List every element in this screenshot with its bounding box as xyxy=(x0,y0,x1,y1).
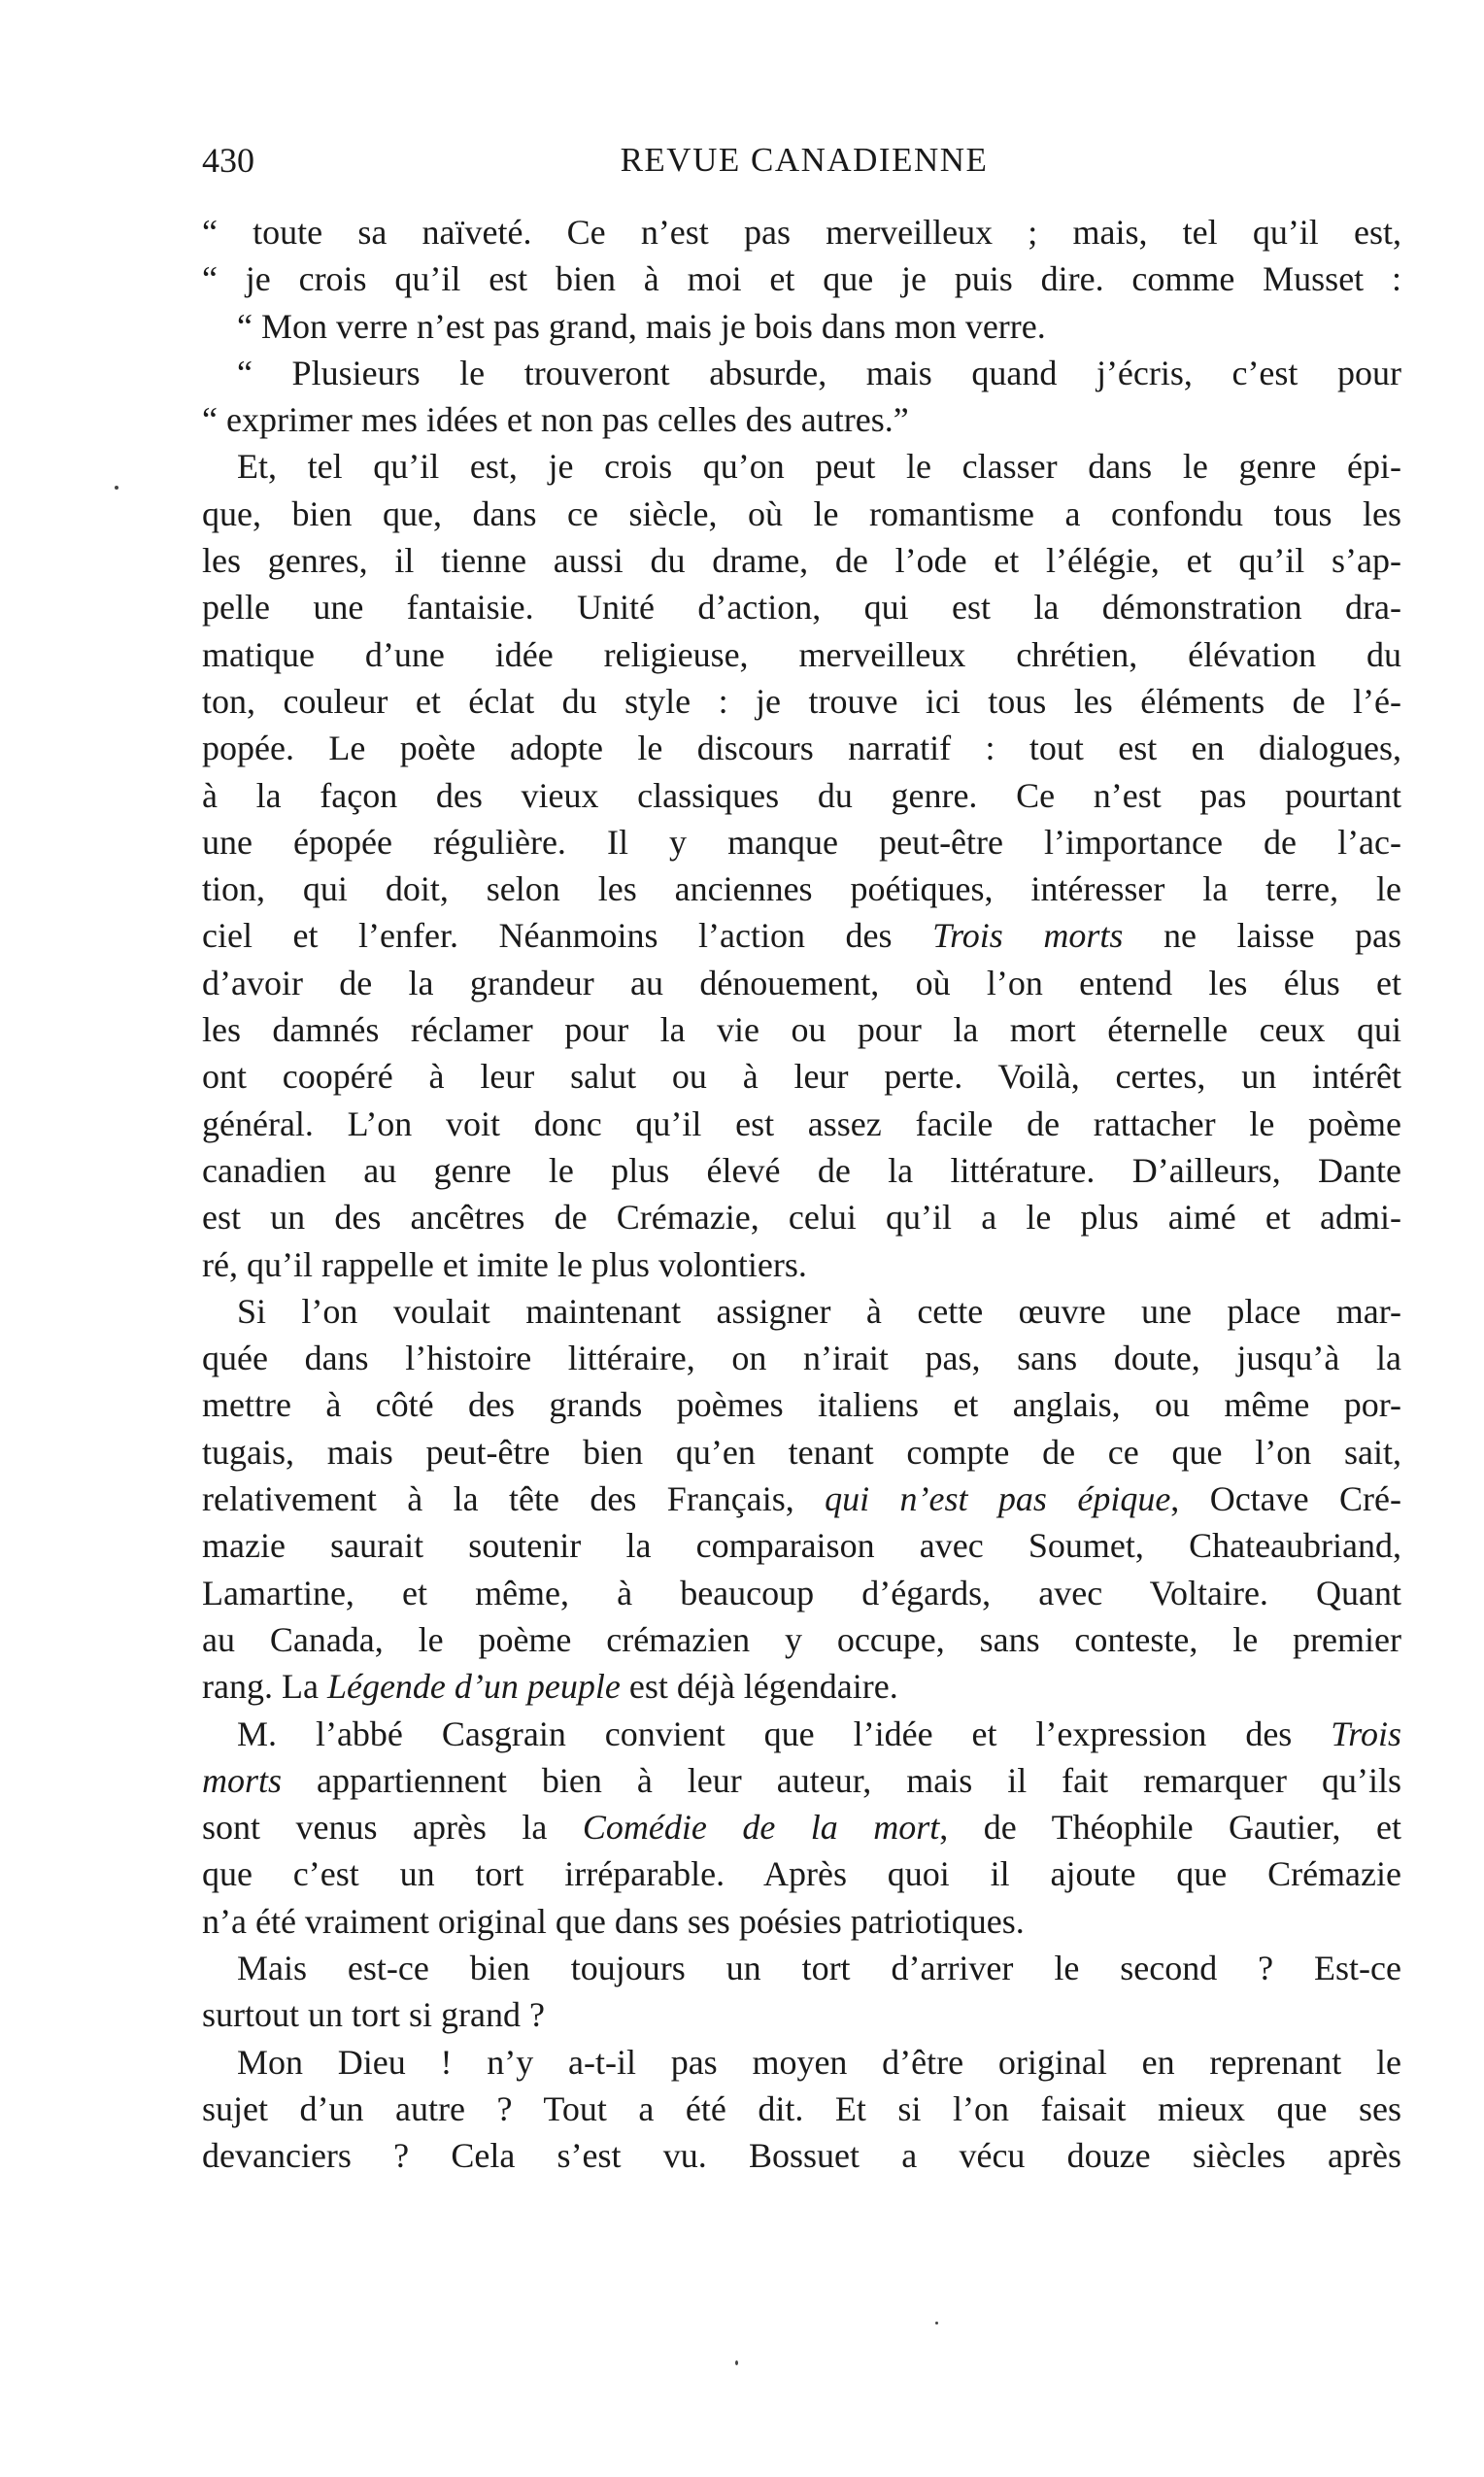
text-line: “ exprimer mes idées et non pas celles des autres.” xyxy=(202,400,909,440)
text-line: Mais est-ce bien toujours un tort d’arriver le second ? Est-ce xyxy=(237,1948,1401,1987)
text-line: les damnés réclamer pour la vie ou pour la mort éternelle ceux qui xyxy=(202,1010,1401,1050)
text-line: tugais, mais peut-être bien qu’en tenant compte de ce que l’on sait, xyxy=(202,1432,1401,1472)
text-line: général. L’on voit donc qu’il est assez facile de rattacher le poème xyxy=(202,1103,1401,1143)
print-speck xyxy=(935,2322,938,2324)
print-speck xyxy=(115,486,118,490)
text-line: “ je crois qu’il est bien à moi et que je puis dire. comme Musset : xyxy=(202,259,1401,299)
text-line: Si l’on voulait maintenant assigner à cette œuvre une place mar- xyxy=(237,1291,1401,1331)
text-line: mettre à côté des grands poèmes italiens et anglais, ou même por- xyxy=(202,1385,1401,1425)
text-line: sujet d’un autre ? Tout a été dit. Et si l’on faisait mieux que ses xyxy=(202,2088,1401,2128)
page-header xyxy=(202,136,1406,185)
text-line: “ toute sa naïveté. Ce n’est pas merveilleux ; mais, tel qu’il est, xyxy=(202,213,1401,252)
text-line: ont coopéré à leur salut ou à leur perte. Voilà, certes, un intérêt xyxy=(202,1057,1401,1097)
text-line: tion, qui doit, selon les anciennes poétiques, intéresser la terre, le xyxy=(202,869,1401,909)
text-line: M. l’abbé Casgrain convient que l’idée et l’expression des Trois xyxy=(237,1714,1401,1753)
text-line: Mon Dieu ! n’y a-t-il pas moyen d’être original en reprenant le xyxy=(237,2042,1401,2082)
text-line: surtout un tort si grand ? xyxy=(202,1995,545,2035)
text-line: canadien au genre le plus élevé de la littérature. D’ailleurs, Dante xyxy=(202,1150,1401,1190)
body-text xyxy=(202,209,1401,2179)
text-line: rang. La Légende d’un peuple est déjà légendaire. xyxy=(202,1667,898,1707)
text-line: sont venus après la Comédie de la mort, de Théophile Gautier, et xyxy=(202,1808,1401,1848)
text-line: ré, qu’il rappelle et imite le plus volontiers. xyxy=(202,1244,807,1284)
text-line: pelle une fantaisie. Unité d’action, qui est la démonstration dra- xyxy=(202,588,1401,628)
running-title: REVUE CANADIENNE xyxy=(620,141,989,179)
text-line: Et, tel qu’il est, je crois qu’on peut le classer dans le genre épi- xyxy=(237,447,1401,487)
text-line: matique d’une idée religieuse, merveilleux chrétien, élévation du xyxy=(202,634,1401,674)
text-line: que, bien que, dans ce siècle, où le romantisme a confondu tous les xyxy=(202,493,1401,533)
text-line: “ Plusieurs le trouveront absurde, mais quand j’écris, c’est pour xyxy=(237,353,1401,392)
text-line: ciel et l’enfer. Néanmoins l’action des Trois morts ne laisse pas xyxy=(202,916,1401,956)
text-line: au Canada, le poème crémazien y occupe, sans conteste, le premier xyxy=(202,1619,1401,1659)
text-line: est un des ancêtres de Crémazie, celui qu’il a le plus aimé et admi- xyxy=(202,1198,1401,1238)
text-line: les genres, il tienne aussi du drame, de l’ode et l’élégie, et qu’il s’ap- xyxy=(202,541,1401,581)
text-line: à la façon des vieux classiques du genre. Ce n’est pas pourtant xyxy=(202,775,1401,815)
text-line: ton, couleur et éclat du style : je trouve ici tous les éléments de l’é- xyxy=(202,681,1401,721)
text-line: d’avoir de la grandeur au dénouement, où l’on entend les élus et xyxy=(202,963,1401,1002)
text-line: n’a été vraiment original que dans ses poésies patriotiques. xyxy=(202,1901,1025,1941)
text-line: que c’est un tort irréparable. Après quoi il ajoute que Crémazie xyxy=(202,1854,1401,1894)
text-line: devanciers ? Cela s’est vu. Bossuet a vécu douze siècles après xyxy=(202,2136,1401,2176)
text-line: morts appartiennent bien à leur auteur, mais il fait remarquer qu’ils xyxy=(202,1760,1401,1800)
text-line: quée dans l’histoire littéraire, on n’irait pas, sans doute, jusqu’à la xyxy=(202,1339,1401,1378)
text-line: une épopée régulière. Il y manque peut-être l’importance de l’ac- xyxy=(202,822,1401,862)
text-line: “ Mon verre n’est pas grand, mais je bois dans mon verre. xyxy=(237,306,1046,346)
text-line: mazie saurait soutenir la comparaison avec Soumet, Chateaubriand, xyxy=(202,1526,1401,1566)
text-line: relativement à la tête des Français, qui n’est pas épique, Octave Cré- xyxy=(202,1479,1401,1519)
print-speck xyxy=(735,2360,738,2365)
text-line: Lamartine, et même, à beaucoup d’égards, avec Voltaire. Quant xyxy=(202,1573,1401,1612)
text-line: popée. Le poète adopte le discours narratif : tout est en dialogues, xyxy=(202,729,1401,768)
page-number: 430 xyxy=(202,141,254,180)
